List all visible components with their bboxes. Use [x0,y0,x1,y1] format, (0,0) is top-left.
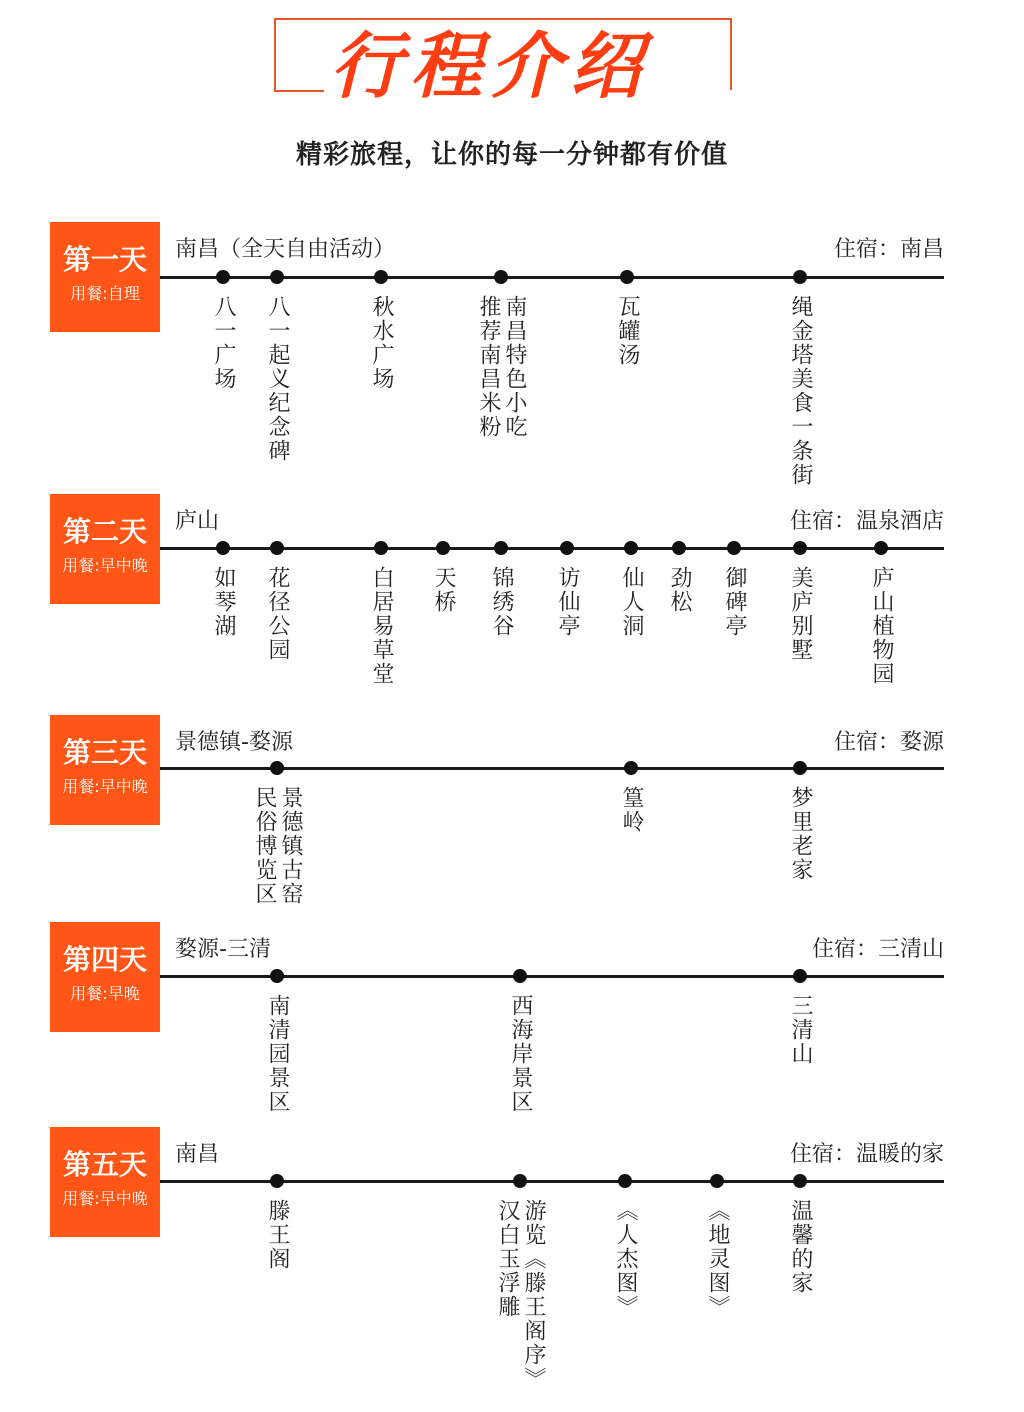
day-label: 第四天 [62,943,147,976]
stop-name-line: 三清山 [788,994,813,1066]
stop-label [616,295,638,367]
stop-label [266,566,288,662]
stop-name-line: 南昌特色小吃 [502,295,527,439]
route-label: 庐山 [175,509,220,534]
stop-dot [727,541,741,555]
day-badge [50,222,160,332]
stop-dot [270,969,284,983]
stop-label [789,994,811,1066]
stop-name-line: 游览《滕王阁序》 [521,1199,546,1391]
stop-name-line: 景德镇古窑 [278,786,303,906]
stop-dot [620,270,634,284]
stop-dot [513,969,527,983]
stop-label [490,566,512,638]
stop-label [556,566,578,638]
stop-name-line: 滕王阁 [265,1199,290,1271]
day-section [0,922,1024,1112]
stop-name-line: 西海岸景区 [508,994,533,1114]
route-label: 南昌（全天自由活动） [175,237,396,262]
stop-dot [793,969,807,983]
stop-dot [436,541,450,555]
meal-label: 用餐:自理 [70,284,140,303]
stop-label [620,566,642,638]
day-badge [50,1127,160,1237]
stop-name-line: 汉白玉浮雕 [495,1199,520,1319]
stop-label [789,786,811,882]
stop-name-line: 庐山植物园 [869,566,894,686]
day-label: 第三天 [62,736,147,769]
stop-dot [874,541,888,555]
stop-dot [793,541,807,555]
stop-dot [374,541,388,555]
route-label: 景德镇-婺源 [175,730,293,755]
page-subtitle: 精彩旅程，让你的每一分钟都有价值 [295,140,728,170]
stop-name-line: 秋水广场 [369,295,394,391]
stop-label [706,1199,728,1319]
stop-dot [793,761,807,775]
stay-label: 住宿：南昌 [833,237,944,262]
stop-dot [560,541,574,555]
stop-name-line: 花径公园 [265,566,290,662]
stop-dot [793,1174,807,1188]
stop-label [620,786,642,834]
meal-label: 用餐:早中晚 [62,556,148,575]
meal-label: 用餐:早中晚 [62,1189,148,1208]
day-badge [50,494,160,604]
stop-label [370,566,392,686]
day-section [0,715,1024,905]
stay-label: 住宿：温泉酒店 [789,509,944,534]
day-section [0,494,1024,684]
stop-dot [494,541,508,555]
day-label: 第五天 [62,1148,147,1181]
stop-name-line: 八一起义纪念碑 [265,295,290,463]
page-header [0,0,1024,190]
stop-label [789,566,811,662]
day-section [0,1127,1024,1391]
stop-dot [672,541,686,555]
stop-label [789,295,811,487]
stop-name-line: 八一广场 [211,295,236,391]
stop-name-line: 南清园景区 [265,994,290,1114]
stop-label [870,566,892,686]
stop-label [668,566,690,614]
stop-label [266,295,288,463]
stop-name-line: 美庐别墅 [788,566,813,662]
stop-name-line: 劲松 [667,566,692,614]
stop-dot [624,541,638,555]
stop-dot [270,541,284,555]
stop-name-line: 御碑亭 [722,566,747,638]
title-frame-left-edge [274,18,276,92]
stop-name-line: 锦绣谷 [489,566,514,638]
stop-dot [216,541,230,555]
day-badge [50,715,160,825]
page-title: 行程介绍 [330,23,651,108]
meal-label: 用餐:早晚 [70,984,140,1003]
route-label: 婺源-三清 [175,937,271,962]
stop-dot [270,1174,284,1188]
title-frame-bottom-edge [274,90,324,92]
day-section [0,222,1024,487]
stop-name-line: 天桥 [431,566,456,614]
stop-name-line: 民俗博览区 [252,786,277,906]
stay-label: 住宿：温暖的家 [789,1142,944,1167]
stop-name-line: 梦里老家 [788,786,813,882]
stop-label [266,994,288,1114]
stop-label [212,295,234,391]
stop-dot [216,270,230,284]
stop-dot [624,761,638,775]
stop-name-line: 绳金塔美食一条街 [788,295,813,487]
stop-dot [513,1174,527,1188]
stop-name-line: 如琴湖 [211,566,236,638]
stop-name-line: 瓦罐汤 [615,295,640,367]
stop-dot [270,761,284,775]
stop-dot [618,1174,632,1188]
stop-dot [270,270,284,284]
stop-dot [374,270,388,284]
stay-label: 住宿：三清山 [811,937,944,962]
stop-name-line: 仙人洞 [619,566,644,638]
stop-label [212,566,234,638]
stay-label: 住宿：婺源 [833,730,944,755]
stop-name-line: 篁岭 [619,786,644,834]
stop-label [432,566,454,614]
day-badge [50,922,160,1032]
stop-label [496,1199,544,1391]
stop-label [370,295,392,391]
stop-label [614,1199,636,1319]
day-label: 第一天 [62,243,147,276]
stop-name-line: 温馨的家 [788,1199,813,1295]
stop-label [253,786,301,906]
stop-label [266,1199,288,1271]
stop-name-line: 《人杰图》 [613,1199,638,1319]
route-label: 南昌 [175,1142,220,1167]
stop-label [477,295,525,439]
stop-name-line: 推荐南昌米粉 [476,295,501,439]
stop-dot [494,270,508,284]
day-label: 第二天 [62,515,147,548]
stop-name-line: 访仙亭 [555,566,580,638]
stop-label [723,566,745,638]
stop-name-line: 白居易草堂 [369,566,394,686]
meal-label: 用餐:早中晚 [62,777,148,796]
stop-dot [793,270,807,284]
stop-label [509,994,531,1114]
stop-dot [710,1174,724,1188]
stop-label [789,1199,811,1295]
stop-name-line: 《地灵图》 [705,1199,730,1319]
